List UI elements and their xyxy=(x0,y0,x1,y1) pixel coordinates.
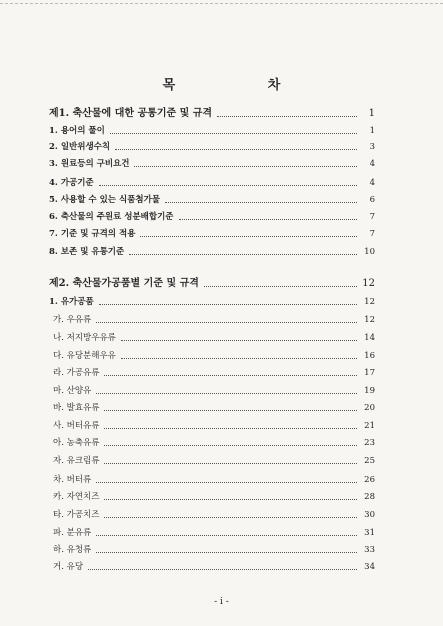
toc-page-number: 23 xyxy=(364,438,375,448)
toc-page-number: 21 xyxy=(364,421,375,431)
toc-page-number: 31 xyxy=(364,528,375,538)
toc-label: 아. 농축유류 xyxy=(53,438,100,448)
toc-page-number: 25 xyxy=(364,456,375,466)
toc-page-number: 12 xyxy=(364,315,375,325)
toc-label: 마. 산양유 xyxy=(53,386,92,396)
toc-chapter[interactable] xyxy=(49,278,375,290)
toc-page-number: 16 xyxy=(364,351,375,361)
toc-label: 6. 축산물의 주원료 성분배합기준 xyxy=(49,212,174,222)
toc-subsection[interactable] xyxy=(49,314,375,326)
toc-section[interactable] xyxy=(49,141,375,153)
toc-page-number: 7 xyxy=(369,212,375,222)
toc-subsection[interactable] xyxy=(49,420,375,432)
toc-page-number: 4 xyxy=(369,159,375,169)
toc-subsection[interactable] xyxy=(49,332,375,344)
dot-leader xyxy=(140,236,357,237)
toc-section[interactable] xyxy=(49,194,375,206)
toc-section[interactable] xyxy=(49,211,375,223)
toc-label: 차. 버터류 xyxy=(53,475,92,485)
dot-leader xyxy=(104,499,357,500)
toc-page-number: 4 xyxy=(369,178,375,188)
toc-page-number: 28 xyxy=(364,492,375,502)
toc-page-number: 26 xyxy=(364,475,375,485)
toc-label: 사. 버터유류 xyxy=(53,421,100,431)
toc-page-number: 34 xyxy=(364,562,375,572)
toc-label: 다. 유당분해우유 xyxy=(53,351,116,361)
toc-page-number: 7 xyxy=(369,229,375,239)
toc-page-number: 20 xyxy=(364,403,375,413)
toc-label: 바. 발효유류 xyxy=(53,403,100,413)
dot-leader xyxy=(96,552,357,553)
page-title: 목 차 xyxy=(162,78,325,93)
toc-label: 하. 유청류 xyxy=(53,545,92,555)
toc-subsection[interactable] xyxy=(49,402,375,414)
toc-subsection[interactable] xyxy=(49,455,375,467)
toc-label: 제1. 축산물에 대한 공통기준 및 규격 xyxy=(49,108,213,119)
dot-leader xyxy=(104,517,357,518)
toc-page-number: 1 xyxy=(369,126,375,136)
toc-page-number: 30 xyxy=(364,510,375,520)
toc-page-number: 19 xyxy=(364,386,375,396)
toc-page-number: 6 xyxy=(369,195,375,205)
dot-leader xyxy=(165,202,357,203)
toc-page-number: 12 xyxy=(362,278,375,289)
toc-subsection[interactable] xyxy=(49,544,375,556)
toc-page-number: 17 xyxy=(364,368,375,378)
toc-page-number: 10 xyxy=(364,247,375,257)
toc-label: 7. 기준 및 규격의 적용 xyxy=(49,229,136,239)
dot-leader xyxy=(96,482,357,483)
dot-leader xyxy=(115,149,357,150)
toc-subsection[interactable] xyxy=(49,474,375,486)
toc-label: 8. 보존 및 유통기준 xyxy=(49,247,125,257)
dot-leader xyxy=(217,116,357,117)
dot-leader xyxy=(99,185,357,186)
dot-leader xyxy=(104,463,357,464)
toc-label: 4. 가공기준 xyxy=(49,178,94,188)
toc-subsection[interactable] xyxy=(49,385,375,397)
toc-chapter[interactable] xyxy=(49,108,375,120)
toc-section[interactable] xyxy=(49,158,375,170)
dot-leader xyxy=(121,340,357,341)
toc-page-number: 33 xyxy=(364,545,375,555)
dot-leader xyxy=(104,428,357,429)
dot-leader xyxy=(88,569,357,570)
dot-leader xyxy=(110,133,357,134)
toc-page-number: 3 xyxy=(369,142,375,152)
toc-page-number: 12 xyxy=(364,297,375,307)
toc-subsection[interactable] xyxy=(49,509,375,521)
toc-label: 파. 분유류 xyxy=(53,528,92,538)
toc-label: 라. 가공유류 xyxy=(53,368,100,378)
dot-leader xyxy=(104,445,357,446)
page-edge-line xyxy=(0,3,443,4)
toc-label: 가. 우유류 xyxy=(53,315,92,325)
toc-label: 3. 원료등의 구비요건 xyxy=(49,159,130,169)
dot-leader xyxy=(179,219,358,220)
toc-subsection[interactable] xyxy=(49,527,375,539)
toc-label: 거. 유당 xyxy=(53,562,84,572)
toc-label: 타. 가공치즈 xyxy=(53,510,100,520)
toc-subsection[interactable] xyxy=(49,437,375,449)
dot-leader xyxy=(99,304,357,305)
toc-label: 제2. 축산물가공품별 기준 및 규격 xyxy=(49,278,199,289)
page-number-footer: - i - xyxy=(214,597,229,607)
toc-section[interactable] xyxy=(49,177,375,189)
dot-leader xyxy=(104,410,357,411)
toc-subsection[interactable] xyxy=(49,491,375,503)
toc-section[interactable] xyxy=(49,125,375,137)
dot-leader xyxy=(96,535,357,536)
toc-label: 나. 저지방우유류 xyxy=(53,333,116,343)
dot-leader xyxy=(96,393,357,394)
dot-leader xyxy=(121,358,357,359)
toc-label: 카. 자연치즈 xyxy=(53,492,100,502)
dot-leader xyxy=(104,375,357,376)
toc-label: 1. 용어의 풀이 xyxy=(49,126,105,136)
toc-subsection[interactable] xyxy=(49,350,375,362)
toc-page-number: 1 xyxy=(368,108,375,119)
toc-subsection[interactable] xyxy=(49,561,375,573)
dot-leader xyxy=(204,286,357,287)
dot-leader xyxy=(134,166,357,167)
toc-subsection[interactable] xyxy=(49,367,375,379)
toc-label: 자. 유크림류 xyxy=(53,456,100,466)
toc-section[interactable] xyxy=(49,296,375,308)
toc-page-number: 14 xyxy=(364,333,375,343)
toc-label: 2. 일반위생수칙 xyxy=(49,142,111,152)
dot-leader xyxy=(96,322,357,323)
toc-label: 1. 유가공품 xyxy=(49,297,94,307)
toc-section[interactable] xyxy=(49,246,375,258)
dot-leader xyxy=(129,254,357,255)
toc-label: 5. 사용할 수 있는 식품첨가물 xyxy=(49,195,161,205)
toc-section[interactable] xyxy=(49,228,375,240)
